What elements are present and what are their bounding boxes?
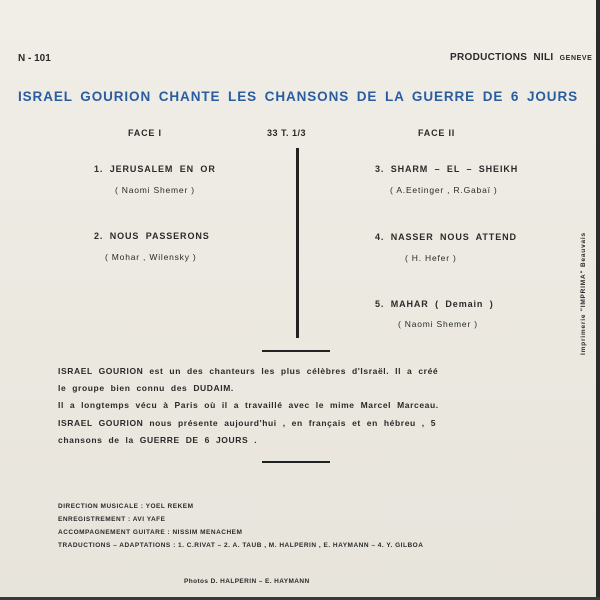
label-name: NILI [533,52,554,63]
separator-line [262,461,330,463]
label-city: GENEVE [559,55,593,62]
track-credit: ( A.Eetinger , R.Gabaï ) [390,185,498,195]
side-a-label: FACE I [128,128,162,138]
production-credit: DIRECTION MUSICALE : YOEL REKEM [58,503,194,510]
bio-line: Il a longtemps vécu à Paris où il a travaillé avec le mime Marcel Marceau. [58,400,439,410]
track-credit: ( Naomi Shemer ) [115,185,195,195]
record-speed: 33 T. 1/3 [267,128,307,138]
side-divider-line [296,148,299,338]
album-title: ISRAEL GOURION CHANTE LES CHANSONS DE LA GUERRE DE 6 JOURS [18,89,579,104]
photos-credit: Photos D. HALPERIN – E. HAYMANN [184,578,310,585]
track-title: 3. SHARM – EL – SHEIKH [375,164,519,174]
track-title: 4. NASSER NOUS ATTEND [375,232,517,242]
production-credit: ACCOMPAGNEMENT GUITARE : NISSIM MENACHEM [58,529,243,536]
separator-line [262,350,330,352]
side-b-label: FACE II [418,128,456,138]
track-title: 5. MAHAR ( Demain ) [375,299,494,309]
catalog-number: N - 101 [18,53,51,64]
printer-credit: Imprimerie "IMPRIMA" Beauvais [580,232,587,355]
label-credit [450,52,592,63]
track-title: 1. JERUSALEM EN OR [94,164,216,174]
production-credit: ENREGISTREMENT : AVI YAFE [58,516,166,523]
bio-line: chansons de la GUERRE DE 6 JOURS . [58,435,258,445]
bio-line: le groupe bien connu des DUDAIM. [58,383,234,393]
productions-text: PRODUCTIONS [450,52,528,63]
track-title: 2. NOUS PASSERONS [94,231,210,241]
track-credit: ( H. Hefer ) [405,253,457,263]
track-credit: ( Mohar , Wilensky ) [105,252,197,262]
bio-line: ISRAEL GOURION nous présente aujourd'hui , en français et en hébreu , 5 [58,418,437,428]
production-credit: TRADUCTIONS – ADAPTATIONS : 1. C.RIVAT – 2. A. TAUB , M. HALPERIN , E. HAYMANN – 4. Y. GILBOA [58,542,424,549]
cover-edge [596,0,600,600]
bio-line: ISRAEL GOURION est un des chanteurs les plus célèbres d'Israël. Il a créé [58,366,439,376]
track-credit: ( Naomi Shemer ) [398,319,478,329]
